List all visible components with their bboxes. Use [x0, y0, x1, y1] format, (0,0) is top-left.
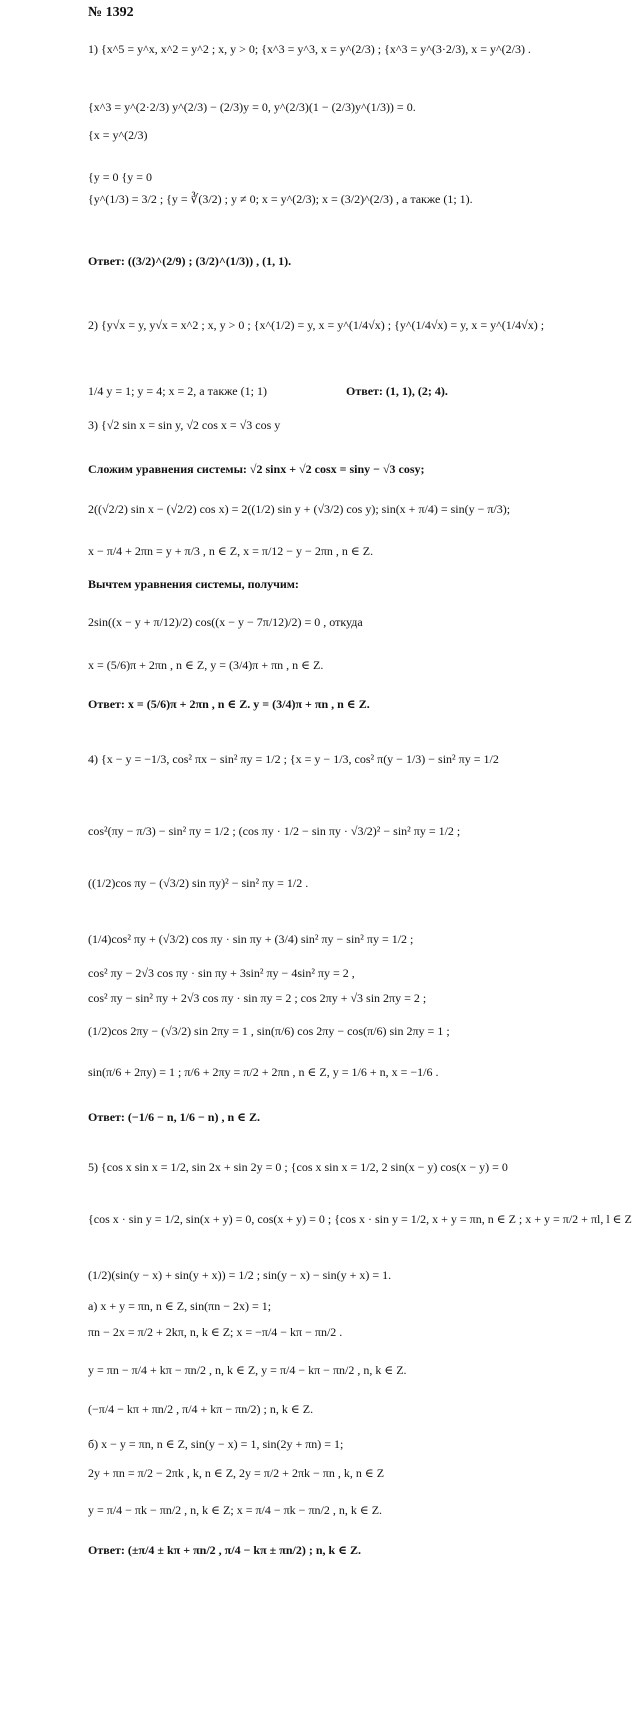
math-line: 1/4 y = 1; y = 4; x = 2, а также (1; 1): [88, 384, 267, 398]
math-line: {cos x · sin y = 1/2, sin(x + y) = 0, cos(x + y) = 0 ; {cos x · sin y = 1/2, x + y = πn, n ∈ Z ; x + y = π/2 + πl, l ∈ Z: [88, 1212, 632, 1226]
problem-number: № 1392: [88, 5, 134, 20]
math-line: {y = 0 {y = 0: [88, 170, 153, 184]
math-line: (1/2)cos 2πy − (√3/2) sin 2πy = 1 , sin(π/6) cos 2πy − cos(π/6) sin 2πy = 1 ;: [88, 1024, 450, 1038]
math-line: (1/2)(sin(y − x) + sin(y + x)) = 1/2 ; sin(y − x) − sin(y + x) = 1.: [88, 1268, 392, 1282]
math-line: 2) {y√x = y, y√x = x^2 ; x, y > 0 ; {x^(1/2) = y, x = y^(1/4√x) ; {y^(1/4√x) = y, x = y^(1/4√x) ;: [88, 318, 545, 332]
math-line: cos² πy − 2√3 cos πy · sin πy + 3sin² πy − 4sin² πy = 2 ,: [88, 966, 355, 980]
math-line: 5) {cos x sin x = 1/2, sin 2x + sin 2y = 0 ; {cos x sin x = 1/2, 2 sin(x − y) cos(x − y) = 0: [88, 1160, 508, 1174]
math-line: б) x − y = πn, n ∈ Z, sin(y − x) = 1, sin(2y + πn) = 1;: [88, 1437, 344, 1451]
math-line: Ответ: x = (5/6)π + 2πn , n ∈ Z. y = (3/4)π + πn , n ∈ Z.: [88, 697, 370, 711]
math-line: cos²(πy − π/3) − sin² πy = 1/2 ; (cos πy · 1/2 − sin πy · √3/2)² − sin² πy = 1/2 ;: [88, 824, 461, 838]
math-line: cos² πy − sin² πy + 2√3 cos πy · sin πy = 2 ; cos 2πy + √3 sin 2πy = 2 ;: [88, 991, 427, 1005]
math-line: 1) {x^5 = y^x, x^2 = y^2 ; x, y > 0; {x^3 = y^3, x = y^(2/3) ; {x^3 = y^(3·2/3), x = y^(2/3) .: [88, 42, 531, 56]
math-line: x = (5/6)π + 2πn , n ∈ Z, y = (3/4)π + πn , n ∈ Z.: [88, 658, 324, 672]
math-line: Ответ: ((3/2)^(2/9) ; (3/2)^(1/3)) , (1, 1).: [88, 254, 292, 268]
math-line: 2((√2/2) sin x − (√2/2) cos x) = 2((1/2) sin y + (√3/2) cos y); sin(x + π/4) = sin(y − π/3);: [88, 502, 511, 516]
math-line: πn − 2x = π/2 + 2kπ, n, k ∈ Z; x = −π/4 − kπ − πn/2 .: [88, 1325, 343, 1339]
math-line: sin(π/6 + 2πy) = 1 ; π/6 + 2πy = π/2 + 2πn , n ∈ Z, y = 1/6 + n, x = −1/6 .: [88, 1065, 439, 1079]
math-line: Ответ: (−1/6 − n, 1/6 − n) , n ∈ Z.: [88, 1110, 261, 1124]
math-line: Ответ: (±π/4 ± kπ + πn/2 , π/4 − kπ ± πn/2) ; n, k ∈ Z.: [88, 1543, 362, 1557]
math-line: 4) {x − y = −1/3, cos² πx − sin² πy = 1/2 ; {x = y − 1/3, cos² π(y − 1/3) − sin² πy = 1/2: [88, 752, 499, 766]
math-line: {y^(1/3) = 3/2 ; {y = ∛(3/2) ; y ≠ 0; x = y^(2/3); x = (3/2)^(2/3) , а также (1; 1).: [88, 192, 473, 206]
math-line: ((1/2)cos πy − (√3/2) sin πy)² − sin² πy = 1/2 .: [88, 876, 309, 890]
math-line: (−π/4 − kπ + πn/2 , π/4 + kπ − πn/2) ; n, k ∈ Z.: [88, 1402, 314, 1416]
math-line: Ответ: (1, 1), (2; 4).: [346, 384, 448, 398]
math-line: 3) {√2 sin x = sin y, √2 cos x = √3 cos y: [88, 418, 281, 432]
math-line: {x^3 = y^(2·2/3) y^(2/3) − (2/3)y = 0, y^(2/3)(1 − (2/3)y^(1/3)) = 0.: [88, 100, 416, 114]
math-line: а) x + y = πn, n ∈ Z, sin(πn − 2x) = 1;: [88, 1299, 272, 1313]
math-line: {x = y^(2/3): [88, 128, 148, 142]
math-line: y = π/4 − πk − πn/2 , n, k ∈ Z; x = π/4 − πk − πn/2 , n, k ∈ Z.: [88, 1503, 383, 1517]
math-line: 2y + πn = π/2 − 2πk , k, n ∈ Z, 2y = π/2 + 2πk − πn , k, n ∈ Z: [88, 1466, 385, 1480]
math-line: y = πn − π/4 + kπ − πn/2 , n, k ∈ Z, y = π/4 − kπ − πn/2 , n, k ∈ Z.: [88, 1363, 407, 1377]
math-line: Вычтем уравнения системы, получим:: [88, 577, 299, 591]
math-line: (1/4)cos² πy + (√3/2) cos πy · sin πy + (3/4) sin² πy − sin² πy = 1/2 ;: [88, 932, 414, 946]
math-line: x − π/4 + 2πn = y + π/3 , n ∈ Z, x = π/12 − y − 2πn , n ∈ Z.: [88, 544, 374, 558]
math-line: 2sin((x − y + π/12)/2) cos((x − y − 7π/12)/2) = 0 , откуда: [88, 615, 363, 629]
math-line: Сложим уравнения системы: √2 sinx + √2 cosx = siny − √3 cosy;: [88, 462, 425, 476]
